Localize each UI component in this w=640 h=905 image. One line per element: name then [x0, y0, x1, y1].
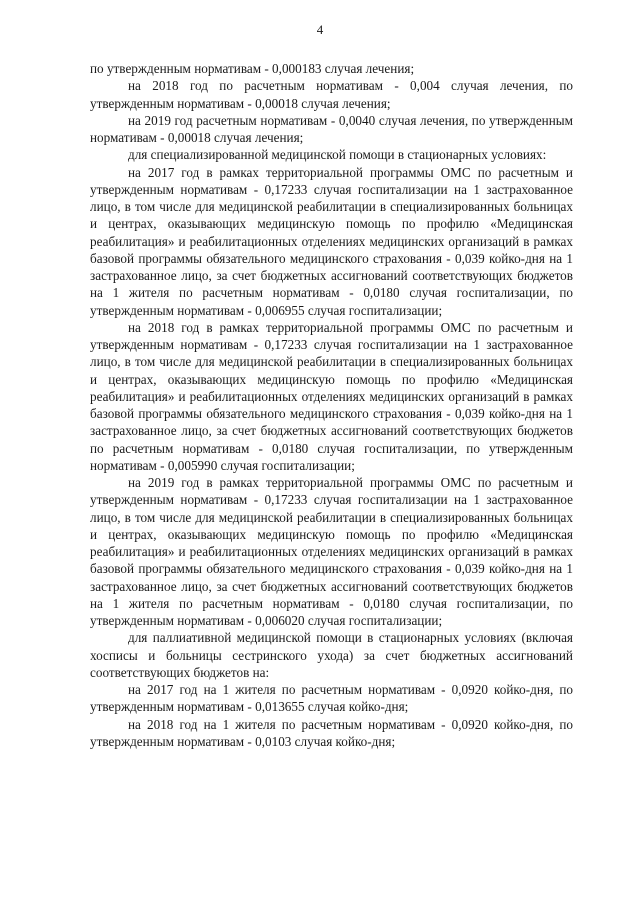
paragraph: на 2019 год расчетным нормативам - 0,0040 случая лечения, по утвержденным нормативам - 0,00018 случая лечения;	[90, 112, 573, 145]
paragraph: на 2018 год в рамках территориальной программы ОМС по расчетным и утвержденным нормативам - 0,17233 случая госпитализации на 1 застрахованное лицо, в том числе для медицинской реабилитации в специализированных больницах и центрах, оказывающих медицинскую помощь по профилю «Медицинская реабилитация» и реабилитационных отделениях медицинских организаций в рамках базовой программы обязательного медицинского страхования - 0,039 койко-дня на 1 застрахованное лицо, за счет бюджетных ассигнований соответствующих бюджетов по расчетным нормативам - 0,0180 случая госпитализации, по утвержденным нормативам - 0,005990 случая госпитализации;	[90, 319, 573, 473]
paragraph: на 2018 год по расчетным нормативам - 0,004 случая лечения, по утвержденным нормативам - 0,00018 случая лечения;	[90, 78, 573, 111]
paragraph: на 2017 год на 1 жителя по расчетным нормативам - 0,0920 койко-дня, по утвержденным нормативам - 0,013655 случая койко-дня;	[90, 682, 573, 715]
page-number: 4	[316, 22, 324, 37]
paragraph: для паллиативной медицинской помощи в стационарных условиях (включая хосписы и больницы сестринского ухода) за счет бюджетных ассигнований соответствующих бюджетов на:	[90, 630, 573, 680]
paragraph: на 2017 год в рамках территориальной программы ОМС по расчетным и утвержденным нормативам - 0,17233 случая госпитализации на 1 застрахованное лицо, в том числе для медицинской реабилитации в специализированных больницах и центрах, оказывающих медицинскую помощь по профилю «Медицинская реабилитация» и реабилитационных отделениях медицинских организаций в рамках базовой программы обязательного медицинского страхования - 0,039 койко-дня на 1 застрахованное лицо, за счет бюджетных ассигнований соответствующих бюджетов на 1 жителя по расчетным нормативам - 0,0180 случая госпитализации, по утвержденным нормативам - 0,006955 случая госпитализации;	[90, 164, 573, 318]
paragraph: на 2018 год на 1 жителя по расчетным нормативам - 0,0920 койко-дня, по утвержденным нормативам - 0,0103 случая койко-дня;	[90, 716, 573, 749]
paragraph: для специализированной медицинской помощи в стационарных условиях:	[128, 147, 547, 163]
paragraph: по утвержденным нормативам - 0,000183 случая лечения;	[90, 61, 415, 76]
paragraph: на 2019 год в рамках территориальной программы ОМС по расчетным и утвержденным нормативам - 0,17233 случая госпитализации на 1 застрахованное лицо, в том числе для медицинской реабилитации в специализированных больницах и центрах, оказывающих медицинскую помощь по профилю «Медицинская реабилитация» и реабилитационных отделениях медицинских организаций в рамках базовой программы обязательного медицинского страхования - 0,039 койко-дня на 1 застрахованное лицо, за счет бюджетных ассигнований соответствующих бюджетов на 1 жителя по расчетным нормативам - 0,0180 случая госпитализации, по утвержденным нормативам - 0,006020 случая госпитализации;	[90, 475, 573, 628]
document-body	[90, 60, 573, 750]
